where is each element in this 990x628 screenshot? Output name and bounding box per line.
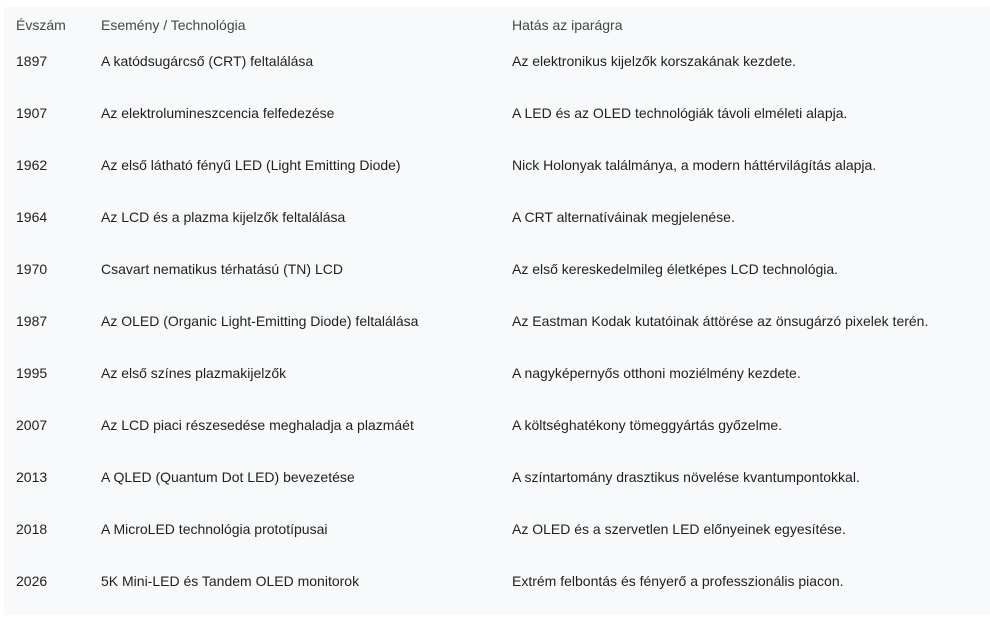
table-row (4, 155, 990, 175)
table-row (4, 415, 990, 435)
table-row (4, 363, 990, 383)
event-cell: Az első színes plazmakijelzők (101, 365, 287, 381)
impact-cell: Az OLED és a szervetlen LED előnyeinek egyesítése. (512, 521, 846, 537)
event-cell: Csavart nematikus térhatású (TN) LCD (101, 261, 343, 277)
event-cell: A QLED (Quantum Dot LED) bevezetése (101, 469, 355, 485)
event-cell: Az elektrolumineszcencia felfedezése (101, 105, 335, 121)
impact-cell: Extrém felbontás és fényerő a professzionális piacon. (512, 573, 844, 589)
header-year: Évszám (16, 17, 66, 33)
year-cell: 1995 (16, 365, 48, 381)
year-cell: 1970 (16, 261, 48, 277)
table-header-row (4, 15, 990, 35)
year-cell: 1962 (16, 157, 48, 173)
year-cell: 2007 (16, 417, 48, 433)
event-cell: Az LCD és a plazma kijelzők feltalálása (101, 209, 346, 225)
table-row (4, 467, 990, 487)
year-cell: 2013 (16, 469, 48, 485)
table-row (4, 259, 990, 279)
impact-cell: A CRT alternatíváinak megjelenése. (512, 209, 735, 225)
impact-cell: Az Eastman Kodak kutatóinak áttörése az önsugárzó pixelek terén. (512, 313, 929, 329)
year-cell: 2018 (16, 521, 48, 537)
year-cell: 2026 (16, 573, 48, 589)
impact-cell: A költséghatékony tömeggyártás győzelme. (512, 417, 783, 433)
table-row (4, 103, 990, 123)
table-row (4, 571, 990, 591)
impact-cell: A nagyképernyős otthoni moziélmény kezdete. (512, 365, 801, 381)
header-impact: Hatás az iparágra (512, 17, 623, 33)
table-row (4, 51, 990, 71)
timeline-table (4, 7, 990, 615)
event-cell: Az OLED (Organic Light-Emitting Diode) feltalálása (101, 313, 419, 329)
event-cell: 5K Mini-LED és Tandem OLED monitorok (101, 573, 360, 589)
impact-cell: Nick Holonyak találmánya, a modern háttérvilágítás alapja. (512, 157, 877, 173)
year-cell: 1907 (16, 105, 48, 121)
impact-cell: A LED és az OLED technológiák távoli elméleti alapja. (512, 105, 848, 121)
impact-cell: A színtartomány drasztikus növelése kvantumpontokkal. (512, 469, 860, 485)
impact-cell: Az elektronikus kijelzők korszakának kezdete. (512, 53, 797, 69)
table-row (4, 207, 990, 227)
event-cell: A MicroLED technológia prototípusai (101, 521, 328, 537)
table-row (4, 519, 990, 539)
event-cell: A katódsugárcső (CRT) feltalálása (101, 53, 314, 69)
event-cell: Az LCD piaci részesedése meghaladja a plazmáét (101, 417, 414, 433)
header-event: Esemény / Technológia (101, 17, 246, 33)
impact-cell: Az első kereskedelmileg életképes LCD technológia. (512, 261, 839, 277)
year-cell: 1964 (16, 209, 48, 225)
year-cell: 1897 (16, 53, 48, 69)
year-cell: 1987 (16, 313, 48, 329)
event-cell: Az első látható fényű LED (Light Emitting Diode) (101, 157, 401, 173)
table-row (4, 311, 990, 331)
